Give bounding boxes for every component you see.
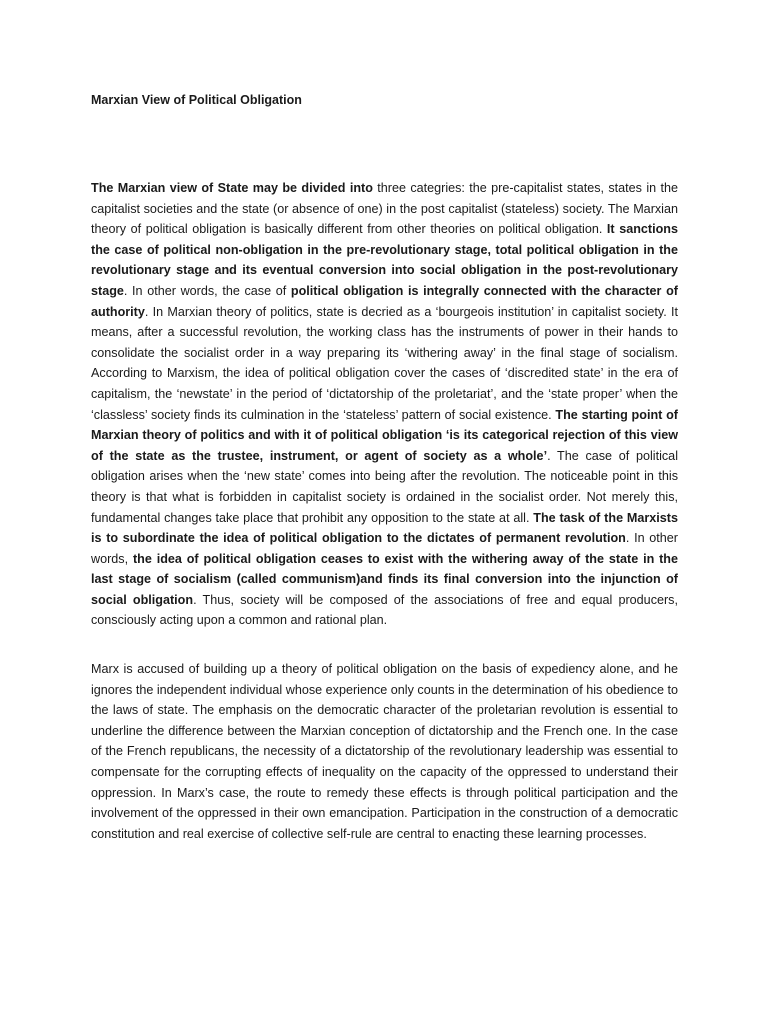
text-run: . In other words, the case of: [123, 283, 291, 298]
text-run: The Marxian view of State may be divided into: [91, 181, 373, 195]
text-run: Marx is accused of building up a theory of political obligation on the basis of expediency alone, and he ignores the independent individual whose experience only counts in the determination of his obedience to the laws of state. The emphasis on the democratic character of the proletarian revolution is essential to underline the difference between the Marxian conception of dictatorship and the French one. In the case of the French republicans, the necessity of a dictatorship of the revolutionary leadership was essential to compensate for the corrupting effects of inequality on the capacity of the oppressed to understand their oppression. In Marx’s case, the route to remedy these effects is through political participation and the involvement of the oppressed in their own emancipation. Participation in the construction of a democratic constitution and real exercise of collective self-rule are central to enacting these learning processes.: [91, 662, 678, 841]
text-run: . In Marxian theory of politics, state is decried as a ‘bourgeois institution’ in capitalist society. It means, after a successful revolution, the working class has the instruments of power in their hands to consolidate the socialist order in a way preparing its ‘withering away’ in the final stage of socialism. According to Marxism, the idea of political obligation cover the cases of ‘discredited state’ in the era of capitalism, the ‘newstate’ in the period of ‘dictatorship of the proletariat’, and the ‘state proper’ when the ‘classless’ society finds its culmination in the ‘stateless’ pattern of social existence.: [91, 304, 678, 422]
text-run: political obligation is integrally connected with the character of authority: [91, 283, 678, 319]
paragraph-1: [91, 178, 678, 631]
paragraph-2: [91, 659, 678, 844]
text-run: The task of the Marxists is to subordinate the idea of political obligation to the dictates of permanent revolution: [91, 510, 678, 546]
document-title: Marxian View of Political Obligation: [91, 93, 302, 107]
text-run: three categries: the pre-capitalist states, states in the capitalist societies and the state (or absence of one) in the post capitalist (stateless) society. The Marxian theory of political obligation is basically different from other theories on political obligation.: [91, 181, 678, 237]
text-run: It sanctions the case of political non-obligation in the pre-revolutionary stage, total political obligation in the revolutionary stage and its eventual conversion into social obligation in the post-revolutionary stage: [91, 222, 678, 298]
text-run: . Thus, society will be composed of the associations of free and equal producers, consciously acting upon a common and rational plan.: [91, 592, 678, 628]
text-run: the idea of political obligation ceases to exist with the withering away of the state in the last stage of socialism (called communism)and finds its final conversion into the injunction of social obligation: [91, 551, 678, 607]
text-run: . In other words,: [91, 531, 678, 566]
text-run: The starting point of Marxian theory of politics and with it of political obligation ‘is its categorical rejection of this view of the state as the trustee, instrument, or agent of society as a whole’: [91, 407, 678, 463]
text-run: . The case of political obligation arises when the ‘new state’ comes into being after the revolution. The noticeable point in this theory is that what is forbidden in capitalist society is ordained in the socialist order. Not merely this, fundamental changes take place that prohibit any opposition to the state at all.: [91, 448, 678, 525]
